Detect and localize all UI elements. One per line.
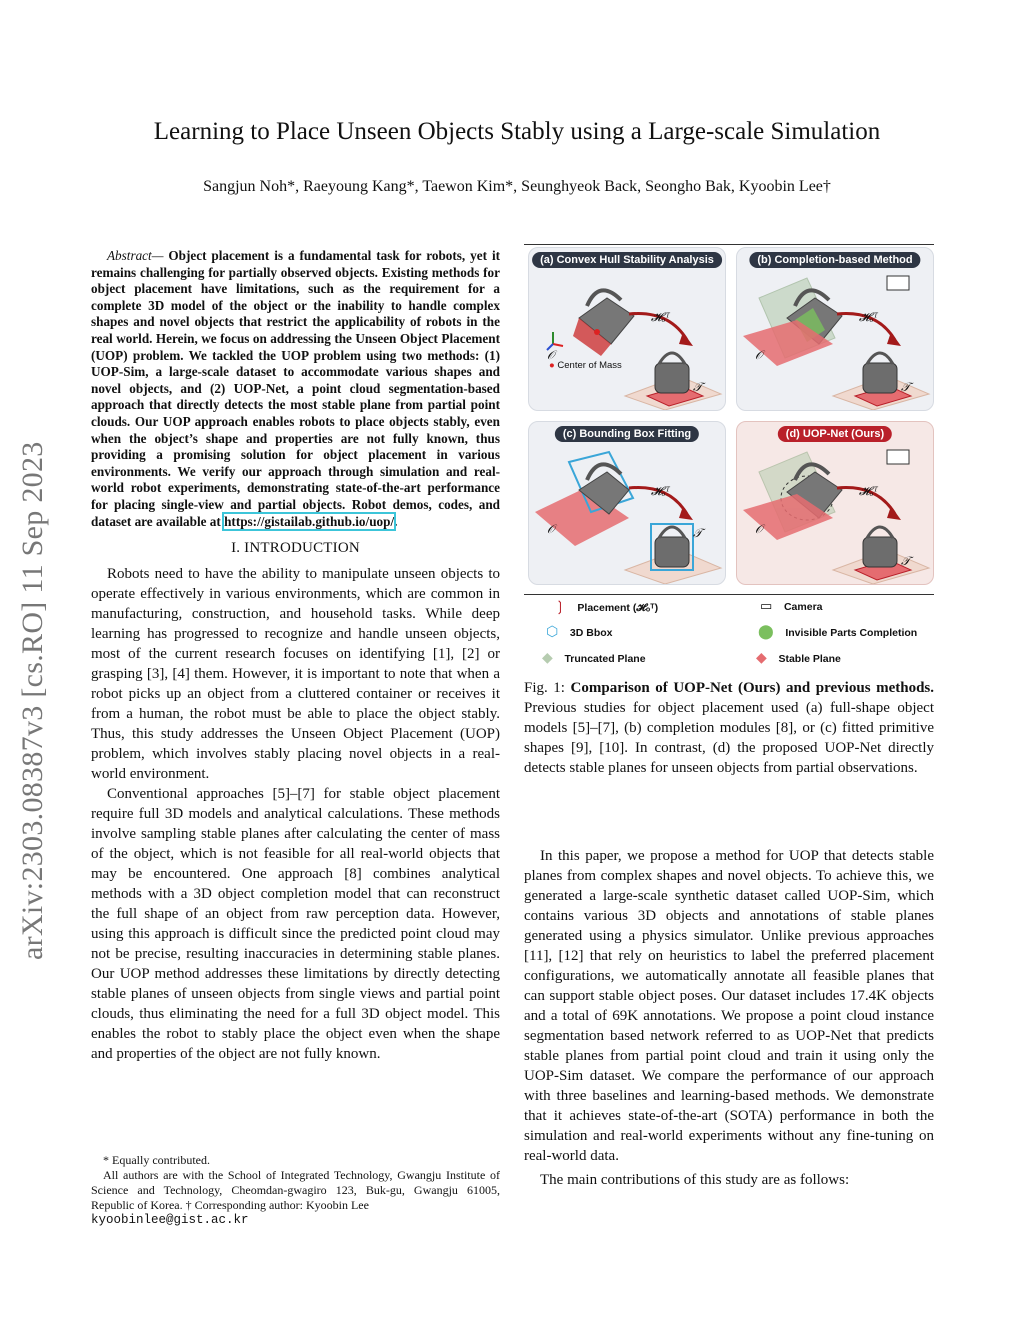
placement-math-label: 𝓗ₒᵀ bbox=[859, 310, 878, 324]
legend-truncated-text: Truncated Plane bbox=[564, 653, 646, 665]
abstract-text: Object placement is a fundamental task for robots, yet it remains challenging for partially observed objects. Existing methods for object placement have limitations, such as the requirement for a complete 3D model of the object or the inability to handle complex shapes and novel objects that restrict the applicability of robots in the real world. Herein, we focus on addressing the Unseen Object Placement (UOP) problem. We tackled the UOP problem using two methods: (1) UOP-Sim, a large-scale dataset to accommodate various shapes and novel objects, and (2) UOP-Net, a point cloud segmentation-based approach that directly detects the most stable plane from partial point clouds. Our UOP approach enables robots to place objects stably, even when the object’s shape and properties are not fully known, thus providing a promising solution for object placement in various environments. We verify our approach through simulation and real-world robot experiments, demonstrating state-of-the-art performance for placing single-view and partial objects. Robot demos, codes, and dataset are available at bbox=[91, 248, 500, 529]
paper-title: Learning to Place Unseen Objects Stably using a Large-scale Simulation bbox=[153, 118, 881, 145]
legend-bbox bbox=[546, 623, 613, 640]
legend-completion-text: Invisible Parts Completion bbox=[785, 627, 918, 639]
legend-placement bbox=[554, 598, 658, 615]
placement-math-label: 𝓗ₒᵀ bbox=[651, 484, 670, 498]
center-of-mass-legend bbox=[549, 360, 622, 371]
object-frame-label: 𝒪 bbox=[547, 522, 555, 536]
target-frame-label: 𝒯 bbox=[901, 380, 911, 394]
legend-bbox-text: 3D Bbox bbox=[569, 627, 613, 639]
target-frame-label: 𝒯 bbox=[693, 526, 703, 540]
panel-convex-hull bbox=[528, 247, 726, 411]
panel-completion bbox=[736, 247, 934, 411]
caption-title: Comparison of UOP-Net (Ours) and previous methods. bbox=[570, 680, 934, 696]
figure-1 bbox=[524, 244, 934, 669]
panel-label: (c) Bounding Box Fitting bbox=[555, 426, 699, 442]
author-list: Sangjun Noh*, Raeyoung Kang*, Taewon Kim*, Seunghyeok Back, Seongho Bak, Kyoobin Lee† bbox=[203, 178, 831, 195]
placement-arrow-icon: ❳ bbox=[554, 598, 566, 614]
arxiv-identifier: arXiv:2303.08387v3 [cs.RO] 11 Sep 2023 bbox=[16, 441, 49, 960]
intro-paragraph: The main contributions of this study are as follows: bbox=[540, 1172, 850, 1188]
placement-math-label: 𝓗ₒᵀ bbox=[651, 310, 670, 324]
footnote-affiliation: All authors are with the School of Integrated Technology, Gwangju Institute of Science and Technology, Cheomdan-gwagiro 123, Buk-gu, Gwangju 61005, Republic of Korea. † Corresponding author: Kyoobin Lee bbox=[91, 1168, 500, 1212]
legend-placement-text: Placement (𝓗ₒᵀ) bbox=[577, 602, 659, 614]
abstract bbox=[91, 248, 500, 530]
section-heading-introduction: I. INTRODUCTION bbox=[231, 540, 360, 557]
target-frame-label: 𝒯 bbox=[693, 380, 703, 394]
panel-label: (d) UOP-Net (Ours) bbox=[778, 426, 892, 442]
camera-icon: ▭ bbox=[760, 598, 773, 613]
truncated-plane-icon: ◆ bbox=[542, 649, 553, 665]
legend-stable bbox=[756, 649, 841, 666]
cube-icon: ⬡ bbox=[546, 623, 559, 639]
target-frame-label: 𝒯 bbox=[901, 554, 911, 568]
right-column bbox=[524, 846, 934, 1190]
abstract-label: Abstract— bbox=[107, 248, 164, 263]
figure-caption bbox=[524, 678, 934, 778]
caption-text: Previous studies for object placement used (a) full-shape object models [5]–[7], (b) completion modules [8], or (c) fitted primitive shapes [9], [10]. In contrast, (d) the proposed UOP-Net directly detects stable planes for unseen objects from partial observations. bbox=[524, 700, 934, 776]
left-column bbox=[91, 248, 500, 1064]
intro-paragraph: Conventional approaches [5]–[7] for stable object placement require full 3D models and analytical calculations. These methods involve sampling stable planes after calculating the center of mass of the object, which is not feasible for all real-world objects that may be encountered. One approach [8] combines analytical methods with a 3D object completion model that can reconstruct the full shape of an object from raw perception data. However, using this approach is difficult since the predicted point cloud may not be precise, resulting inaccuracies in determining stable planes. Our UOP method addresses these limitations by directly detecting stable planes of unseen objects from single views and partial point clouds, thus eliminating the need for a full 3D object model. This enables the robot to stably place the object even when the shape and properties of the object are not fully known. bbox=[91, 786, 500, 1063]
legend-truncated bbox=[542, 649, 646, 666]
placement-math-label: 𝓗ₒᵀ bbox=[859, 484, 878, 498]
panel-bounding-box bbox=[528, 421, 726, 585]
project-link[interactable]: https://gistailab.github.io/uop/ bbox=[224, 513, 395, 529]
legend-camera-text: Camera bbox=[783, 601, 823, 613]
panel-label: (b) Completion-based Method bbox=[749, 252, 920, 268]
intro-paragraph: In this paper, we propose a method for UOP that detects stable planes from complex shapes and novel objects. To achieve this, we generated a large-scale synthetic dataset called UOP-Sim, which contains various 3D objects and annotations of stable planes generated using a physics simulator. Unlike previous approaches [11], [12] that rely on heuristics to label the preferred placement configurations, we automatically annotate all feasible planes that can support stable object poses. Our dataset includes 17.4K objects and a total of 69K annotations. We propose a point cloud instance segmentation based network referred to as UOP-Net that predicts stable planes from partial point cloud and train it using only the UOP-Sim dataset. We compare the performance of our approach with three baselines and learning-based methods. We demonstrate that it achieves state-of-the-art (SOTA) performance in both the simulation and real-world experiments without any fine-tuning on real-world data. bbox=[524, 848, 934, 1164]
red-dot-icon: ● bbox=[549, 360, 555, 371]
abstract-end: . bbox=[394, 513, 398, 529]
corresponding-email[interactable]: kyoobinlee@gist.ac.kr bbox=[91, 1213, 249, 1227]
footnotes bbox=[91, 1152, 500, 1228]
legend-stable-text: Stable Plane bbox=[778, 653, 841, 665]
footnote-equal-contribution: * Equally contributed. bbox=[103, 1153, 210, 1167]
legend-camera bbox=[760, 598, 823, 614]
panel-uop-net bbox=[736, 421, 934, 585]
stable-plane-icon: ◆ bbox=[756, 649, 767, 665]
intro-paragraph: Robots need to have the ability to manipulate unseen objects to operate effectively in various environments, which are common in manufacturing, construction, and household tasks. While deep learning has progressed to recognize and handle unseen objects, most of the current research focuses on identifying [1], [2] or grasping [3], [4] them. However, it is important to note that when a robot picks up an object from a cluttered container or receives it from a human, the robot must be able to place the object stably. Thus, this study addresses the Unseen Object Placement (UOP) problem, which involves stably placing novel objects in a real-world environment. bbox=[91, 566, 500, 783]
center-of-mass-text: Center of Mass bbox=[557, 360, 622, 371]
object-frame-label: 𝒪 bbox=[547, 348, 555, 362]
object-frame-label: 𝒪 bbox=[755, 522, 763, 536]
completion-icon: ⬤ bbox=[758, 623, 774, 639]
kettle-scene-icon bbox=[529, 422, 725, 584]
caption-prefix: Fig. 1: bbox=[524, 680, 565, 696]
panel-label: (a) Convex Hull Stability Analysis bbox=[532, 252, 722, 268]
legend-completion bbox=[758, 623, 917, 640]
object-frame-label: 𝒪 bbox=[755, 348, 763, 362]
